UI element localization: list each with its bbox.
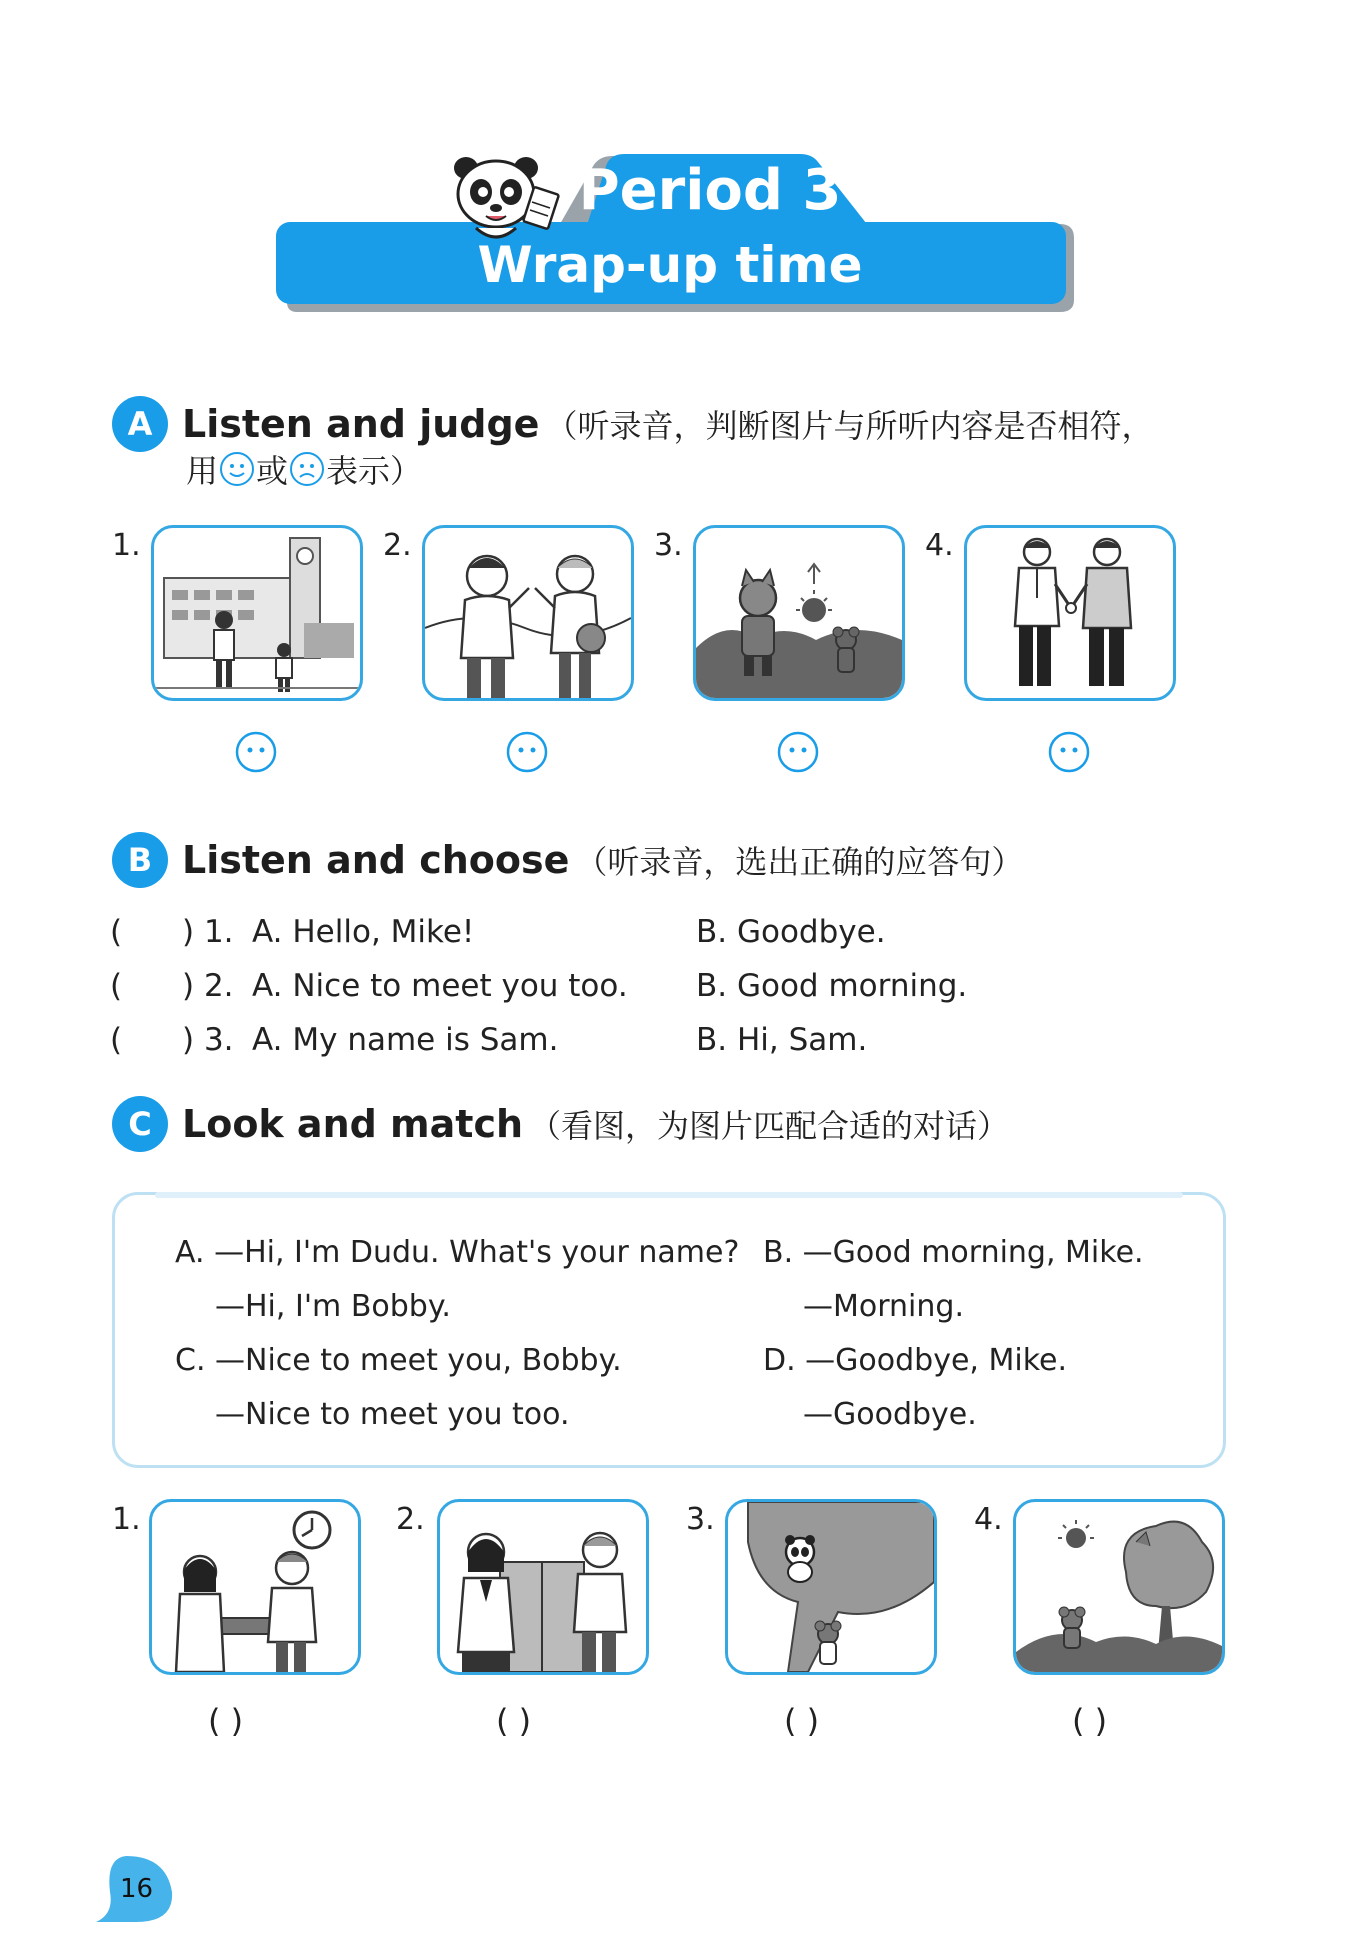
section-c-title: Look and match xyxy=(182,1102,524,1146)
answer-face-icon-4[interactable] xyxy=(1047,730,1091,774)
section-b-instruction: （听录音，选出正确的应答句） xyxy=(575,843,1024,881)
dialogue-d-line-2: —Goodbye. xyxy=(803,1397,977,1432)
a-item-num-3: 3. xyxy=(654,528,683,563)
match-answer-blank-3[interactable]: ( ) xyxy=(784,1702,820,1740)
b-option-a: A. My name is Sam. xyxy=(252,1022,559,1058)
a-item-num-2: 2. xyxy=(383,528,412,563)
section-a-instruction-line-2 xyxy=(186,446,422,492)
kids-morning-clock-picture xyxy=(149,1499,361,1675)
men-shaking-hands-picture xyxy=(964,525,1176,701)
instruction-mid: 或 xyxy=(256,452,289,490)
period-title: Period 3 xyxy=(578,158,842,223)
answer-face-icon-3[interactable] xyxy=(776,730,820,774)
b-option-b: B. Goodbye. xyxy=(696,914,886,950)
answer-face-icon-2[interactable] xyxy=(505,730,549,774)
match-answer-blank-2[interactable]: ( ) xyxy=(496,1702,532,1740)
a-item-num-1: 1. xyxy=(112,528,141,563)
section-a-badge: A xyxy=(112,396,168,452)
b-option-b: B. Hi, Sam. xyxy=(696,1022,868,1058)
school-building-kids-picture xyxy=(151,525,363,701)
b-option-b: B. Good morning. xyxy=(696,968,968,1004)
instruction-prefix: 用 xyxy=(186,452,219,490)
b-question-num: ) 2. xyxy=(182,968,234,1004)
section-a-instruction: （听录音，判断图片与所听内容是否相符， xyxy=(545,407,1154,445)
b-question-row-1 xyxy=(110,914,1260,958)
answer-blank-1[interactable]: ( xyxy=(110,914,123,950)
smile-face-icon xyxy=(220,452,254,486)
b-question-num: ) 3. xyxy=(182,1022,234,1058)
dialogue-b-line-1: B. —Good morning, Mike. xyxy=(763,1235,1144,1270)
match-answer-blank-1[interactable]: ( ) xyxy=(208,1702,244,1740)
panda-mascot-icon xyxy=(446,150,566,250)
dialogue-a-line-2: —Hi, I'm Bobby. xyxy=(215,1289,451,1324)
two-boys-waving-picture xyxy=(422,525,634,701)
title-banner xyxy=(0,0,1350,330)
dialogue-a-line-1: A. —Hi, I'm Dudu. What's your name? xyxy=(175,1235,740,1270)
match-answer-blank-4[interactable]: ( ) xyxy=(1072,1702,1108,1740)
section-c-instruction: （看图，为图片匹配合适的对话） xyxy=(529,1107,1010,1145)
b-question-row-3 xyxy=(110,1022,1260,1066)
b-question-num: ) 1. xyxy=(182,914,234,950)
c-item-num-1: 1. xyxy=(112,1502,141,1537)
section-b-title: Listen and choose xyxy=(182,838,570,882)
section-c-badge: C xyxy=(112,1096,168,1152)
sad-face-icon xyxy=(290,452,324,486)
dialogue-d-line-1: D. —Goodbye, Mike. xyxy=(763,1343,1068,1378)
dialogue-b-line-2: —Morning. xyxy=(803,1289,964,1324)
b-question-row-2 xyxy=(110,968,1260,1012)
section-a-heading xyxy=(112,396,1153,452)
a-item-num-4: 4. xyxy=(925,528,954,563)
mouse-tree-sunset-picture xyxy=(1013,1499,1225,1675)
section-b-badge: B xyxy=(112,832,168,888)
section-a-title: Listen and judge xyxy=(182,402,540,446)
answer-blank-2[interactable]: ( xyxy=(110,968,123,1004)
b-option-a: A. Hello, Mike! xyxy=(252,914,475,950)
answer-face-icon-1[interactable] xyxy=(234,730,278,774)
dialogue-c-line-2: —Nice to meet you too. xyxy=(215,1397,570,1432)
c-item-num-4: 4. xyxy=(974,1502,1003,1537)
instruction-suffix: 表示） xyxy=(326,452,423,490)
cat-mouse-sunrise-picture xyxy=(693,525,905,701)
page-number xyxy=(96,1852,176,1924)
page-number-text: 16 xyxy=(120,1874,154,1904)
answer-blank-3[interactable]: ( xyxy=(110,1022,123,1058)
panda-tree-mouse-picture xyxy=(725,1499,937,1675)
c-item-num-2: 2. xyxy=(396,1502,425,1537)
dialogue-c-line-1: C. —Nice to meet you, Bobby. xyxy=(175,1343,622,1378)
kids-at-door-picture xyxy=(437,1499,649,1675)
period-subtitle: Wrap-up time xyxy=(477,236,863,294)
section-c-heading xyxy=(112,1096,1009,1152)
c-item-num-3: 3. xyxy=(686,1502,715,1537)
section-b-heading xyxy=(112,832,1023,888)
dialogue-box xyxy=(112,1192,1226,1468)
b-option-a: A. Nice to meet you too. xyxy=(252,968,628,1004)
